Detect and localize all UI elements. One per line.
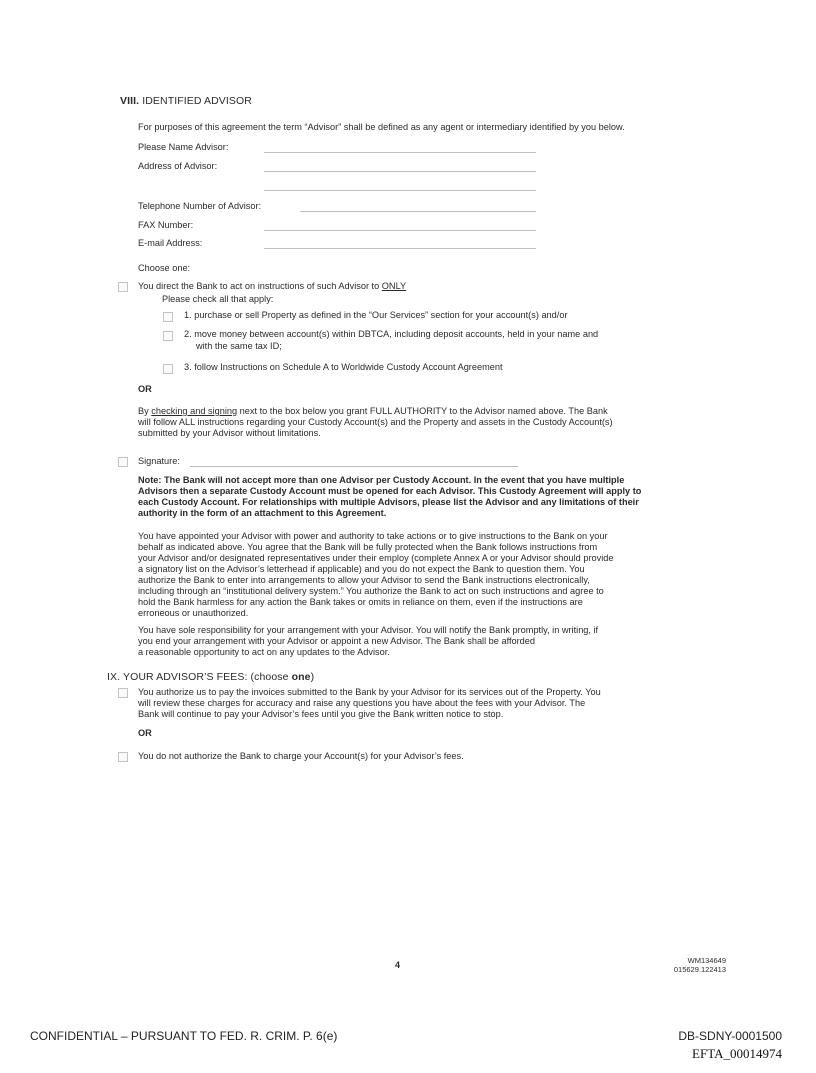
section-9-title xyxy=(107,671,314,683)
checking-and-signing-text: checking and signing xyxy=(151,406,238,416)
only-keyword: ONLY xyxy=(381,281,407,291)
section-8-heading: IDENTIFIED ADVISOR xyxy=(142,95,252,107)
advisor-address-label: Address of Advisor: xyxy=(138,161,218,171)
advisor-address-field-2[interactable] xyxy=(264,190,536,191)
form-codes xyxy=(674,956,726,974)
appointment-para-line-7: hold the Bank harmless for any action the Bank takes or omits in reliance on them, even if the instructions are xyxy=(138,597,583,607)
full-authority-prefix: By xyxy=(138,406,152,416)
option-3-checkbox[interactable] xyxy=(163,364,173,374)
option-1-text: 1. purchase or sell Property as defined in the “Our Services” section for your account(s) and/or xyxy=(184,310,568,320)
pay-fees-line-1: You authorize us to pay the invoices submitted to the Bank by your Advisor for its services out of the Property. You xyxy=(138,687,601,697)
bates-number: DB-SDNY-0001500 xyxy=(678,1029,782,1043)
direct-only-text xyxy=(138,281,406,292)
form-code-1: WM134649 xyxy=(687,956,726,965)
note-line-1: Note: The Bank will not accept more than one Advisor per Custody Account. In the event that you have multiple xyxy=(138,475,625,485)
pay-fees-checkbox[interactable] xyxy=(118,688,128,698)
note-line-3: each Custody Account. For relationships with multiple Advisors, please list the Advisor and any limitations of their xyxy=(138,497,639,507)
form-code-2: 015629.122413 xyxy=(673,965,726,974)
option-2-line-2: with the same tax ID; xyxy=(196,341,282,351)
or-separator-1: OR xyxy=(138,384,152,394)
option-2-line-1: 2. move money between account(s) within DBTCA, including deposit accounts, held in your name and xyxy=(184,329,599,339)
page-number: 4 xyxy=(395,960,401,970)
responsibility-para-line-2: you end your arrangement with your Advisor or appoint a new Advisor. The Bank shall be afforded xyxy=(138,636,536,646)
signature-label: Signature: xyxy=(138,456,180,466)
responsibility-para-line-3: a reasonable opportunity to act on any updates to the Advisor. xyxy=(138,647,390,657)
section-8-intro: For purposes of this agreement the term “Advisor” shall be defined as any agent or intermediary identified by you below. xyxy=(138,122,625,132)
full-authority-line-3: submitted by your Advisor without limitations. xyxy=(138,428,321,438)
direct-only-prefix: You direct the Bank to act on instructions of such Advisor to xyxy=(138,281,382,291)
efta-number: EFTA_00014974 xyxy=(692,1046,782,1061)
section-9-close: ) xyxy=(310,671,315,683)
advisor-fax-field[interactable] xyxy=(264,230,536,231)
advisor-address-field-1[interactable] xyxy=(264,171,536,172)
option-1-checkbox[interactable] xyxy=(163,312,173,322)
advisor-email-label: E-mail Address: xyxy=(138,238,203,248)
signature-checkbox[interactable] xyxy=(118,457,128,467)
appointment-para-line-2: behalf as indicated above. You agree that the Bank will be fully protected when the Bank follows instructions from xyxy=(138,542,598,552)
advisor-email-field[interactable] xyxy=(264,248,536,249)
check-all-label: Please check all that apply: xyxy=(162,294,274,304)
confidential-notice: CONFIDENTIAL – PURSUANT TO FED. R. CRIM. P. 6(e) xyxy=(30,1029,338,1043)
full-authority-line-1 xyxy=(138,406,608,417)
no-fees-text: You do not authorize the Bank to charge your Account(s) for your Advisor’s fees. xyxy=(138,751,464,761)
advisor-fax-label: FAX Number: xyxy=(138,220,194,230)
section-8-title xyxy=(120,95,252,107)
appointment-para-line-4: a signatory list on the Advisor’s letterhead if applicable) and you do not expect the Bank to question them. You xyxy=(138,564,585,574)
option-3-text: 3. follow Instructions on Schedule A to Worldwide Custody Account Agreement xyxy=(184,362,503,372)
option-2-checkbox[interactable] xyxy=(163,331,173,341)
no-fees-checkbox[interactable] xyxy=(118,752,128,762)
choose-one-label: Choose one: xyxy=(138,263,191,273)
note-line-4: authority in the form of an attachment to this Agreement. xyxy=(138,508,387,518)
appointment-para-line-6: including through an “institutional delivery system.” You authorize the Bank to act on such instructions and agree to xyxy=(138,586,604,596)
advisor-phone-label: Telephone Number of Advisor: xyxy=(138,201,262,211)
appointment-para-line-8: erroneous or unauthorized. xyxy=(138,608,249,618)
or-separator-2: OR xyxy=(138,728,152,738)
pay-fees-line-2: will review these charges for accuracy and raise any questions you have about the fees with your Advisor. The xyxy=(138,698,586,708)
signature-field[interactable] xyxy=(190,466,518,467)
section-8-number: VIII. xyxy=(120,95,140,107)
full-authority-rest: next to the box below you grant FULL AUTHORITY to the Advisor named above. The Bank xyxy=(237,406,608,416)
note-line-2: Advisors then a separate Custody Account must be opened for each Advisor. This Custody Agreement will apply to xyxy=(138,486,642,496)
direct-only-checkbox[interactable] xyxy=(118,282,128,292)
full-authority-line-2: will follow ALL instructions regarding your Custody Account(s) and the Property and assets in the Custody Account(s) xyxy=(138,417,613,427)
appointment-para-line-3: your Advisor and/or designated representatives under their employ (complete Annex A or your Advisor should provide xyxy=(138,553,614,563)
responsibility-para-line-1: You have sole responsibility for your arrangement with your Advisor. You will notify the Bank promptly, in writing, if xyxy=(138,625,599,635)
advisor-phone-field[interactable] xyxy=(300,211,536,212)
advisor-name-label: Please Name Advisor: xyxy=(138,142,229,152)
appointment-para-line-5: authorize the Bank to enter into arrangements to allow your Advisor to send the Bank instructions electronically, xyxy=(138,575,590,585)
section-9-heading: IX. YOUR ADVISOR’S FEES: (choose xyxy=(107,671,292,683)
section-9-one: one xyxy=(291,671,311,683)
pay-fees-line-3: Bank will continue to pay your Advisor’s fees until you give the Bank written notice to stop. xyxy=(138,709,504,719)
appointment-para-line-1: You have appointed your Advisor with power and authority to take actions or to give instructions to the Bank on your xyxy=(138,531,608,541)
advisor-name-field[interactable] xyxy=(264,152,536,153)
